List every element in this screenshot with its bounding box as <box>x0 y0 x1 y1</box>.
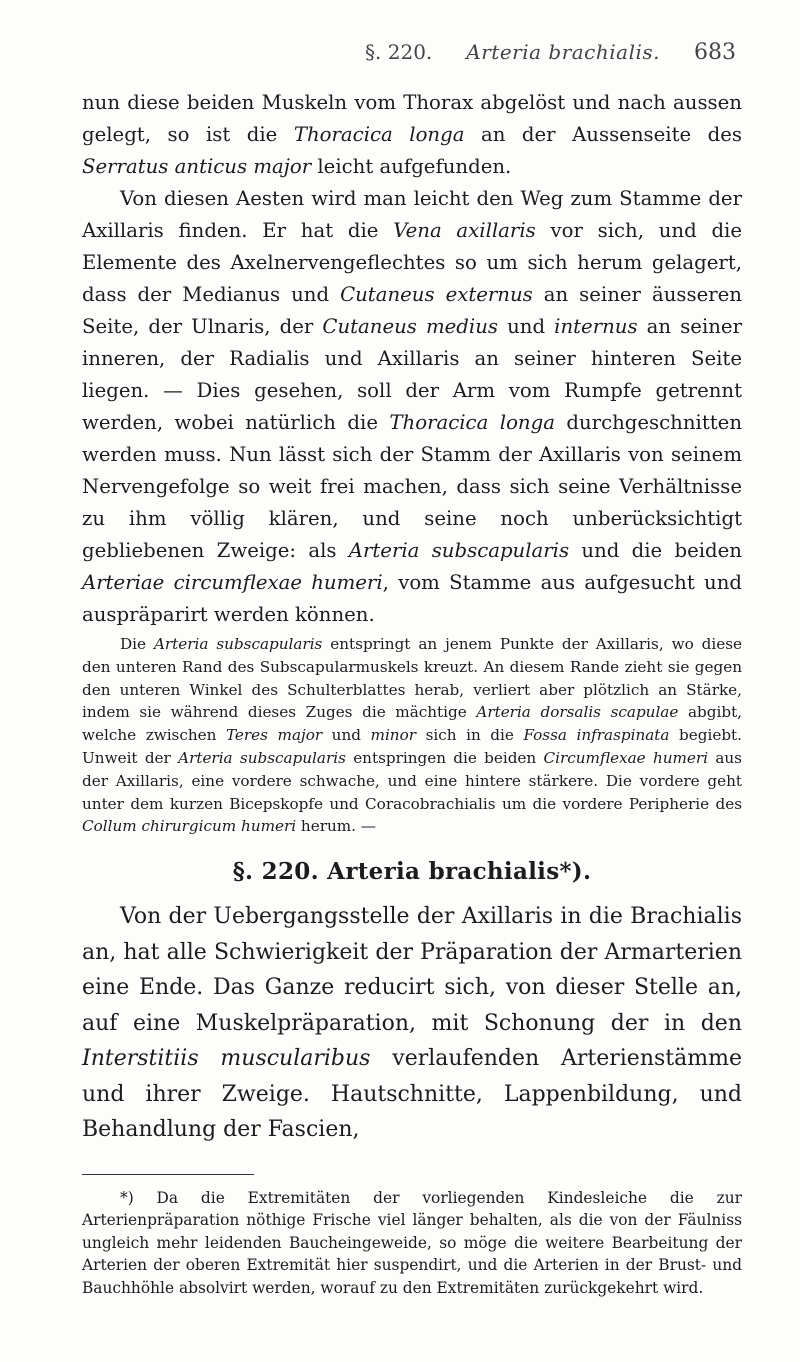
section-text <box>82 899 742 1148</box>
section-paragraph <box>82 899 742 1148</box>
italic-term: internus <box>554 315 638 338</box>
italic-term: Arteria subscapularis <box>348 539 570 562</box>
text-run: durchgeschnitten werden muss. Nun lässt sich der Stamm der Axillaris von seinem Nervengefolge so weit frei machen, dass sich seine Verhältnisse zu ihm völlig klären, und seine noch unberücksichtigt gebliebenen Zweige: als <box>82 411 742 562</box>
small-print-note <box>82 633 742 838</box>
section-heading: §. 220. Arteria brachialis*). <box>232 858 592 886</box>
text-run: herum. — <box>296 817 376 836</box>
text-run: nun diese beiden Muskeln vom Thorax abgelöst und nach aussen gelegt, so ist die <box>82 91 742 146</box>
small-paragraph <box>82 633 742 838</box>
italic-term: Serratus anticus major <box>82 155 312 178</box>
italic-term: Thoracica longa <box>389 411 555 434</box>
italic-term: minor <box>370 726 416 745</box>
text-run: leicht aufgefunden. <box>311 155 512 178</box>
text-run: Von diesen Aesten wird man leicht den Weg zum Stamme der Axillaris finden. Er hat die <box>82 187 742 242</box>
text-run: abgibt, welche zwischen <box>82 703 742 745</box>
footnote-text: *) Da die Extremitäten der vorliegenden Kindesleiche die zur Arterienpräparation nöthige Frische viel länger behalten, als die von der Fäulniss ungleich mehr leidenden Baucheingeweide, so möge die weitere Bearbeitung der Arterien der oberen Extremität hier suspendirt, und die Arterien in der Brust- und Bauchhöhle absolvirt werden, worauf zu den Extremitäten zurückgekehrt wird. <box>82 1188 742 1298</box>
text-run: an seiner inneren, der Radialis und Axillaris an seiner hinteren Seite liegen. — Dies gesehen, soll der Arm vom Rumpfe getrennt werden, wobei natürlich die <box>82 315 742 434</box>
italic-term: Teres major <box>225 726 323 745</box>
text-run: begiebt. Unweit der <box>82 726 742 767</box>
header-section: §. 220. <box>365 40 433 64</box>
text-run: und <box>497 315 555 338</box>
italic-term: Circumflexae humeri <box>543 748 709 767</box>
italic-term: Cutaneus medius <box>322 315 498 338</box>
text-run: , vom Stamme aus aufgesucht und auspräparirt werden können. <box>82 571 742 626</box>
text-run: und die beiden <box>569 539 742 562</box>
italic-term: Thoracica longa <box>293 123 465 146</box>
text-run: aus der Axillaris, eine vordere schwache, und eine hintere stärkere. Die vordere geht unter dem kurzen Bicepskopfe und Coracobrachialis um die vordere Peripherie des <box>82 748 742 813</box>
italic-term: Cutaneus externus <box>340 283 533 306</box>
footnote <box>82 1187 742 1300</box>
footnote-divider <box>82 1174 254 1175</box>
italic-term: Collum chirurgicum humeri <box>82 817 297 836</box>
text-run: Von der Uebergangsstelle der Axillaris in die Brachialis an, hat alle Schwierigkeit der Präparation der Armarterien eine Ende. Das Ganze reducirt sich, von dieser Stelle an, auf eine Muskelpräparation, mit Schonung der in den <box>82 904 742 1036</box>
running-header <box>82 40 742 65</box>
paragraph-2 <box>82 183 742 631</box>
paragraph-1 <box>82 87 742 183</box>
text-run: entspringen die beiden <box>345 748 544 767</box>
text-run: Die <box>120 635 154 653</box>
header-title: Arteria brachialis. <box>466 40 660 64</box>
italic-term: Arteria dorsalis scapulae <box>476 703 679 722</box>
text-run: sich in die <box>416 726 524 745</box>
text-run: an der Aussenseite des <box>464 123 743 146</box>
italic-term: Vena axillaris <box>393 219 536 242</box>
italic-term: Fossa infraspinata <box>523 726 670 745</box>
text-run: und <box>322 726 371 745</box>
italic-term: Interstitiis muscularibus <box>82 1046 371 1072</box>
main-text <box>82 87 742 631</box>
italic-term: Arteria subscapularis <box>178 748 346 767</box>
page-number: 683 <box>694 40 736 65</box>
italic-term: Arteria subscapularis <box>153 635 323 653</box>
italic-term: Arteriae circumflexae humeri <box>82 571 383 594</box>
text-run: verlaufenden Arterienstämme und ihrer Zweige. Hautschnitte, Lappenbildung, und Behandlung der Fascien, <box>82 1046 742 1143</box>
text-run: entspringt an jenem Punkte der Axillaris, wo diese den unteren Rand des Subscapularmuskels kreuzt. An diesem Rande zieht sie gegen den unteren Winkel des Schulterblattes herab, verliert aber plötzlich an Stärke, indem sie während dieses Zuges die mächtige <box>82 635 742 722</box>
text-run: an seiner äusseren Seite, der Ulnaris, der <box>82 283 742 338</box>
text-run: vor sich, und die Elemente des Axelnervengeflechtes so um sich herum gelagert, dass der Medianus und <box>82 219 743 306</box>
